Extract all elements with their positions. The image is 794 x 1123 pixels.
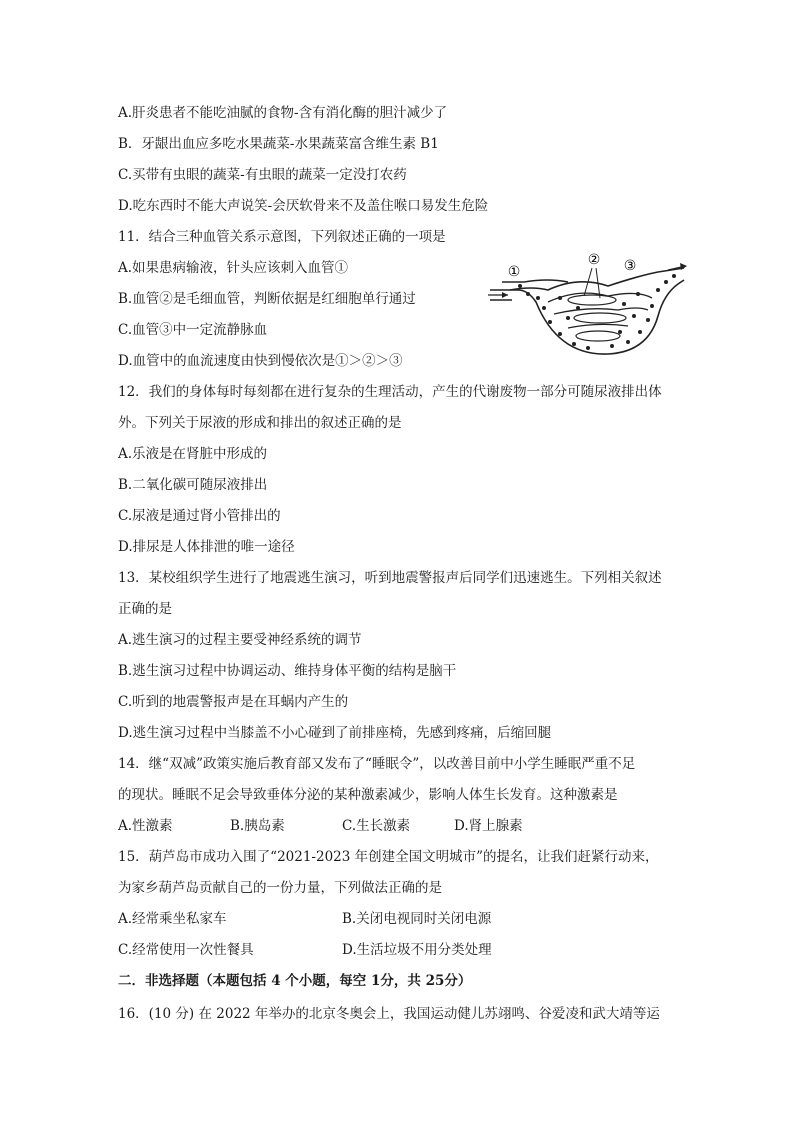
q13-option-b: B.逃生演习过程中协调运动、维持身体平衡的结构是脑干 [118,663,457,679]
q12-option-d: D.排尿是人体排泄的唯一途径 [118,539,295,555]
q15-option-b: B.关闭电视同时关闭电源 [342,911,492,927]
q15-option-c: C.经常使用一次性餐具 [118,942,254,958]
q16-stem-line1: 16．(10 分) 在 2022 年举办的北京冬奥会上，我国运动健儿苏翊鸣、谷爱凌和武大靖等运 [118,1006,660,1022]
q13-stem-line2: 正确的是 [118,601,172,617]
diagram-label-1: ① [507,264,521,280]
section-2-heading: 二．非选择题（本题包括 4 个小题，每空 1分，共 25分） [118,973,472,989]
q15-stem-line2: 为家乡葫芦岛贡献自己的一份力量，下列做法正确的是 [118,880,442,896]
q12-stem-line2: 外。下列关于尿液的形成和排出的叙述正确的是 [118,415,402,431]
q14-option-c: C.生长激素 [342,818,411,834]
q15-option-d: D.生活垃圾不用分类处理 [342,942,492,958]
q15-option-a: A.经常乘坐私家车 [118,911,227,927]
q11-option-d: D.血管中的血流速度由快到慢依次是①＞②＞③ [118,353,403,369]
q11-option-b: B.血管②是毛细血管，判断依据是红细胞单行通过 [118,291,416,307]
q11-option-a: A.如果患病输液，针头应该刺入血管① [118,260,349,276]
diagram-label-2: ② [587,252,601,268]
q14-stem-line1: 14．继“双减”政策实施后教育部又发布了“睡眠令”，以改善目前中小学生睡眠严重不足 [118,756,636,772]
q12-option-a: A.乐液是在肾脏中形成的 [118,446,268,462]
q14-option-d: D.肾上腺素 [454,818,523,834]
blood-vessel-diagram [488,246,688,366]
q15-stem-line1: 15．葫芦岛市成功入围了“2021-2023 年创建全国文明城市”的提名，让我们赶紧行动来， [118,849,659,865]
q12-stem-line1: 12．我们的身体每时每刻都在进行复杂的生理活动，产生的代谢废物一部分可随尿液排出体 [118,384,662,400]
q13-option-d: D.逃生演习过程中当膝盖不小心碰到了前排座椅，先感到疼痛，后缩回腿 [118,725,552,741]
q13-option-a: A.逃生演习的过程主要受神经系统的调节 [118,632,362,648]
q13-option-c: C.听到的地震警报声是在耳蜗内产生的 [118,694,349,710]
q10-option-d: D.吃东西时不能大声说笑-会厌软骨来不及盖住喉口易发生危险 [118,198,489,214]
q12-option-b: B.二氧化碳可随尿液排出 [118,477,268,493]
q11-option-c: C.血管③中一定流静脉血 [118,322,268,338]
q10-option-c: C.买带有虫眼的蔬菜-有虫眼的蔬菜一定没打农药 [118,167,407,183]
q10-option-a: A.肝炎患者不能吃油腻的食物-含有消化酶的胆汁减少了 [118,105,448,121]
q11-stem: 11．结合三种血管关系示意图，下列叙述正确的一项是 [118,229,446,245]
q12-option-c: C.尿液是通过肾小管排出的 [118,508,281,524]
q10-option-b: B．牙龈出血应多吃水果蔬菜-水果蔬菜富含维生素 B1 [118,136,439,152]
q13-stem-line1: 13．某校组织学生进行了地震逃生演习，听到地震警报声后同学们迅速逃生。下列相关叙述 [118,570,662,586]
q14-stem-line2: 的现状。睡眠不足会导致垂体分泌的某种激素减少，影响人体生长发育。这种激素是 [118,787,618,803]
q14-option-a: A.性激素 [118,818,173,834]
q14-option-b: B.胰岛素 [230,818,285,834]
diagram-label-3: ③ [623,258,637,274]
